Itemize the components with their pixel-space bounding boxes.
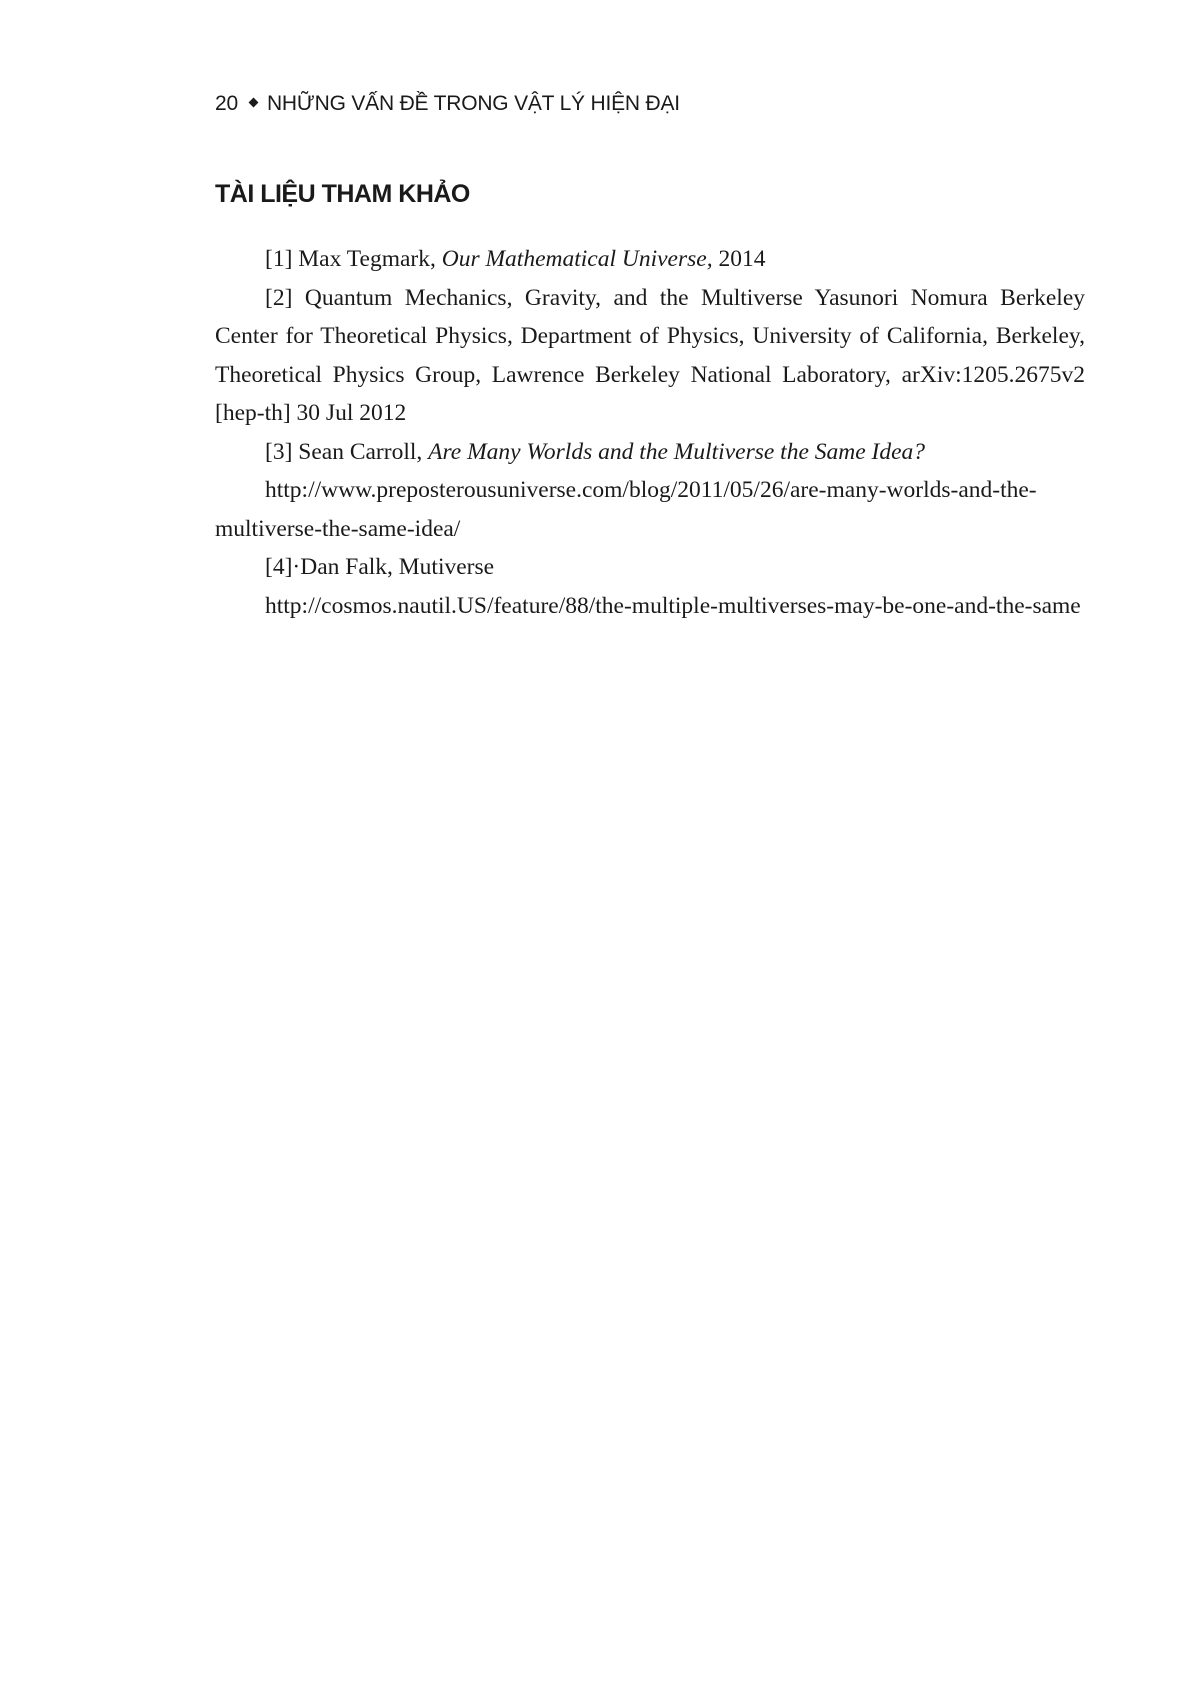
book-title: NHỮNG VẤN ĐỀ TRONG VẬT LÝ HIỆN ĐẠI: [266, 92, 680, 115]
diamond-icon: [249, 98, 259, 108]
reference-3-author: [3] Sean Carroll,: [265, 438, 429, 465]
section-title: TÀI LIỆU THAM KHẢO: [215, 180, 470, 208]
reference-4-url: http://cosmos.nautil.US/feature/88/the-multiple-multiverses-may-be-one-and-the-same: [265, 592, 1081, 619]
reference-1: [215, 240, 1085, 279]
reference-3-title: Are Many Worlds and the Multiverse the Same Idea?: [428, 438, 926, 465]
running-head: [215, 92, 680, 116]
reference-3-url: http://www.preposterousuniverse.com/blog/2011/05/26/are-many-worlds-and-the-multiverse-the-same-idea/: [215, 477, 1037, 542]
reference-4: [4]·Dan Falk, Mutiverse: [265, 554, 495, 580]
reference-1-title: Our Mathematical Universe,: [441, 246, 713, 272]
page-number: 20: [215, 92, 238, 115]
reference-3: [215, 433, 1085, 472]
reference-list: [215, 240, 1085, 625]
reference-2: [2] Quantum Mechanics, Gravity, and the Multiverse Yasunori Nomura Berkeley Center for Theoretical Physics, Department of Physics, University of California, Berkeley, Theoretical Physics Group, Lawrence Berkeley National Laboratory, arXiv:1205.2675v2 [hep-th] 30 Jul 2012: [215, 284, 1085, 426]
reference-1-year: 2014: [712, 246, 766, 272]
reference-1-author: [1] Max Tegmark,: [265, 246, 442, 272]
